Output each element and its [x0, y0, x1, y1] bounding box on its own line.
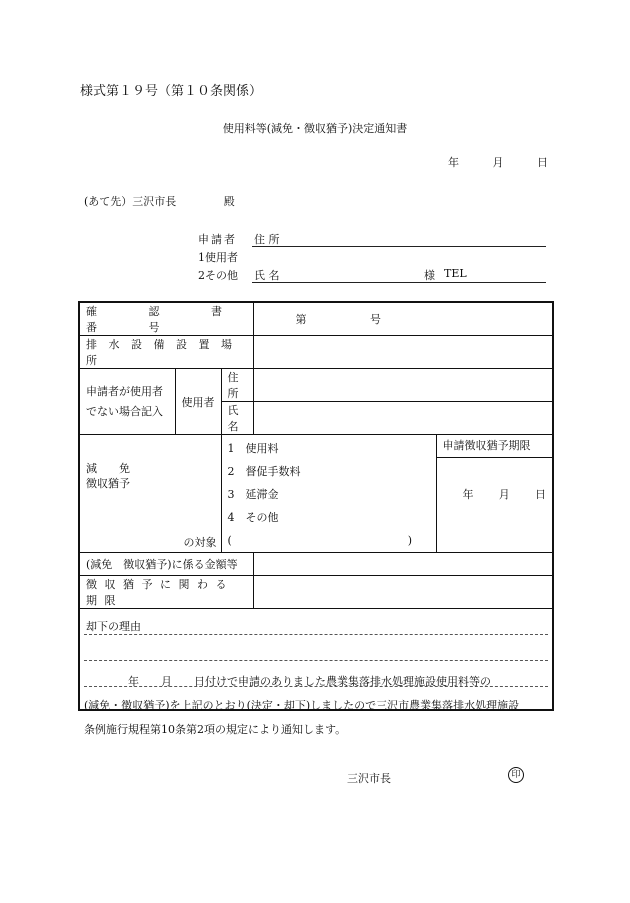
target-label-cell [79, 435, 221, 553]
year-label: 年 [448, 156, 459, 169]
amount-label: (減免 徴収猶予)に係る金額等 [79, 553, 253, 576]
nonuser-label-cell [79, 369, 175, 435]
address-label: 住 所 [254, 233, 280, 246]
user-name-label: 氏名 [221, 402, 253, 435]
decision-table [78, 301, 554, 711]
target-item-late-charge[interactable]: 3 延滞金 [227, 488, 279, 501]
user-address-label: 住所 [221, 369, 253, 402]
target-item-reminder-fee[interactable]: 2 督促手数料 [227, 465, 301, 478]
notice-line-2: (減免・徴収猶予)を上記のとおり(決定・却下)しましたので三沢市農業集落排水処理施設 [84, 699, 520, 712]
sama-label: 様 [424, 269, 435, 282]
address-field[interactable] [252, 246, 546, 247]
confirm-number-value[interactable] [253, 302, 553, 336]
user-address-value[interactable] [253, 369, 553, 402]
nonuser-label-line1: 申請者が使用者 [86, 384, 163, 398]
seal-mark: 印 [508, 767, 524, 783]
applicant-option-user[interactable]: 1使用者 [198, 251, 238, 264]
notice-line-3: 条例施行規程第10条第2項の規定により通知します。 [84, 723, 347, 736]
dai-label: 第 [295, 313, 307, 326]
target-suffix: の対象 [183, 536, 217, 549]
deadline-header: 申請徴収猶予期限 [437, 435, 553, 458]
facility-location-label: 排 水 設 備 設 置 場 所 [86, 338, 236, 367]
deadline-year: 年 [462, 488, 474, 501]
notice-line-1: 年 月 日付けで申請のありました農業集落排水処理施設使用料等の [84, 675, 491, 688]
period-label: 徴 収 猶 予 に 関 わ る 期 限 [86, 578, 229, 607]
signer: 三沢市長 [347, 772, 391, 785]
target-label-line2: 徴収猶予 [86, 477, 130, 490]
name-field[interactable] [252, 282, 546, 283]
facility-location-value[interactable] [253, 336, 553, 369]
addressee-honorific: 殿 [223, 195, 235, 208]
day-label: 日 [537, 156, 548, 169]
reason-line-2 [84, 635, 548, 661]
user-label: 使用者 [175, 369, 221, 435]
target-items-cell [221, 435, 436, 553]
user-name-value[interactable] [253, 402, 553, 435]
month-label: 月 [492, 156, 504, 169]
period-value[interactable] [253, 576, 553, 609]
amount-value[interactable] [253, 553, 553, 576]
tel-label: TEL [444, 267, 467, 280]
issue-date [448, 154, 548, 170]
name-label: 氏 名 [254, 269, 280, 282]
target-item-usage-fee[interactable]: 1 使用料 [227, 442, 279, 455]
deadline-date[interactable] [437, 486, 553, 502]
target-label-line1: 減 免 [86, 462, 130, 475]
document-title: 使用料等(減免・徴収猶予)決定通知書 [222, 122, 408, 135]
addressee-to: (あて先）三沢市長 [84, 195, 177, 208]
deadline-day: 日 [535, 488, 546, 501]
applicant-label: 申請者 [198, 233, 237, 246]
notice-body [84, 670, 552, 742]
target-item-other[interactable]: 4 その他( ) [227, 511, 413, 547]
go-label: 号 [370, 313, 381, 326]
deadline-month: 月 [498, 488, 510, 501]
deadline-cell [436, 435, 553, 553]
form-number: 様式第１９号（第１０条関係） [80, 84, 263, 99]
reason-label: 却下の理由 [86, 620, 141, 633]
reason-line-1 [84, 609, 548, 635]
addressee [84, 193, 235, 209]
applicant-option-other[interactable]: 2その他 [198, 269, 238, 282]
period-label-cell [79, 576, 253, 609]
confirm-number-label-cell [79, 302, 253, 336]
facility-location-label-cell [79, 336, 253, 369]
confirm-number-label: 確 認 書 番 号 [86, 305, 246, 334]
nonuser-label-line2: でない場合記入 [86, 404, 163, 418]
